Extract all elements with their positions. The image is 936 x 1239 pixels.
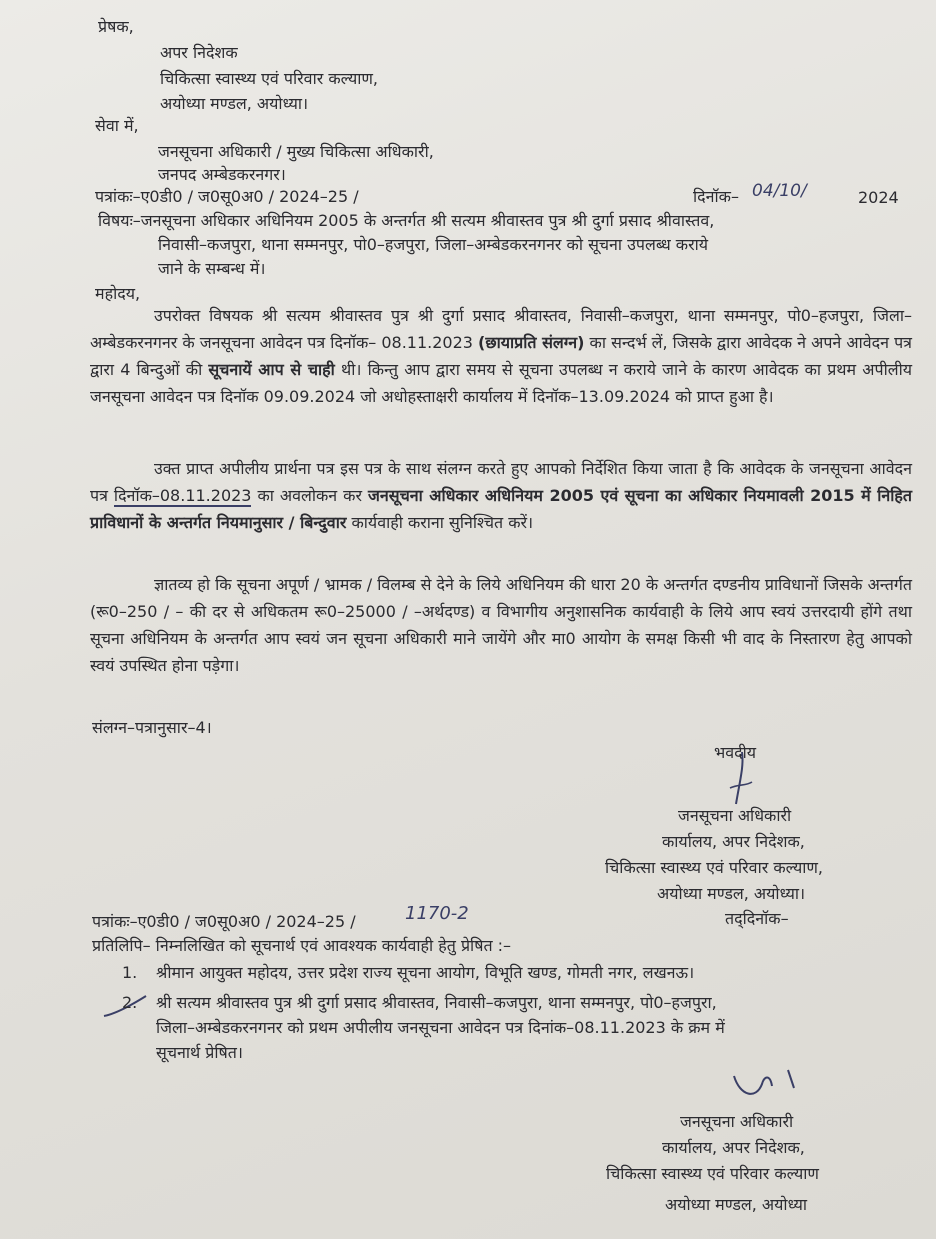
copy-item-text: श्रीमान आयुक्त महोदय, उत्तर प्रदेश राज्य सूचना आयोग, विभूति खण्ड, गोमती नगर, लखनऊ। xyxy=(156,963,695,982)
salutation: महोदय, xyxy=(95,284,141,303)
copy-item-number: 2. xyxy=(122,993,138,1012)
signature-mark xyxy=(722,748,762,808)
subject-line: जाने के सम्बन्ध में। xyxy=(158,259,266,278)
paragraph-3: ज्ञातव्य हो कि सूचना अपूर्ण / भ्रामक / विलम्ब से देने के लिये अधिनियम की धारा 20 के अन्तर्गत दण्डनीय प्राविधानों जिसके अन्तर्गत (रू0–250 / – की दर से अधिकतम रू0–25000 / –अर्थदण्ड) व विभागीय अनुशासनिक कार्यवाही के लिये आप स्वयं उत्तरदायी होंगे तथा सूचना अधिनियम के अन्तर्गत आप स्वयं जन सूचना अधिकारी माने जायेंगे और मा0 आयोग के समक्ष किसी भी वाद के निस्तारण हेतु आपको स्वयं उपस्थित होना पड़ेगा। xyxy=(90,575,912,675)
same-date: तद्‌दिनॉक– xyxy=(725,909,789,928)
signature-1-line: अयोध्या मण्डल, अयोध्या। xyxy=(657,884,806,903)
copy-letter-number-handwritten: 1170-2 xyxy=(405,903,469,924)
subject-line: निवासी–कजपुरा, थाना सम्मनपुर, पो0–हजपुरा, जिला–अम्बेडकरनगनर को सूचना उपलब्ध कराये xyxy=(158,235,709,254)
copy-intro: प्रतिलिपि– निम्नलिखित को सूचनार्थ एवं आवश्यक कार्यवाही हेतु प्रेषित :– xyxy=(92,936,512,955)
sender-label: प्रेषक, xyxy=(98,17,134,36)
recipient-label: सेवा में, xyxy=(95,116,139,135)
copy-letter-number: पत्रांकः–ए0डी0 / ज0सू0अ0 / 2024–25 / xyxy=(92,912,356,931)
copy-item-line: जिला–अम्बेडकरनगनर को प्रथम अपीलीय जनसूचना आवेदन पत्र दिनांक–08.11.2023 के क्रम में xyxy=(156,1018,725,1037)
para2-text: का अवलोकन कर xyxy=(251,486,369,505)
closing: भवदीय xyxy=(714,743,757,762)
para2-underlined-date: दिनॉक–08.11.2023 xyxy=(113,486,252,505)
copy-item-line: सूचनार्थ प्रेषित। xyxy=(156,1043,243,1062)
copy-item-number: 1. xyxy=(122,963,138,982)
para1-text: का सन्दर्भ लें, जिसके द्वारा आवेदक ने अपने आवेदन पत्र द्वारा 4 बिन्दुओं की xyxy=(90,333,913,379)
signature-1-line: चिकित्सा स्वास्थ्य एवं परिवार कल्याण, xyxy=(605,858,824,877)
date-handwritten: 04/10/ xyxy=(752,181,807,201)
letter-number: पत्रांकः–ए0डी0 / ज0सू0अ0 / 2024–25 / xyxy=(95,187,359,206)
recipient-line: जनसूचना अधिकारी / मुख्य चिकित्सा अधिकारी, xyxy=(158,142,434,161)
copy-item-line: श्री सत्यम श्रीवास्तव पुत्र श्री दुर्गा प्रसाद श्रीवास्तव, निवासी–कजपुरा, थाना सम्मनपुर, पो0–हजपुरा, xyxy=(156,993,717,1012)
date-year: 2024 xyxy=(858,188,899,207)
sender-line: अपर निदेशक xyxy=(160,43,238,62)
enclosure-note: संलग्न–पत्रानुसार–4। xyxy=(92,718,212,737)
signature-mark xyxy=(728,1066,808,1106)
signature-2-line: जनसूचना अधिकारी xyxy=(680,1112,794,1131)
sender-line: अयोध्या मण्डल, अयोध्या। xyxy=(160,94,309,113)
signature-2-line: कार्यालय, अपर निदेशक, xyxy=(662,1138,805,1157)
para1-text: उपरोक्त विषयक श्री सत्यम श्रीवास्तव पुत्र श्री दुर्गा प्रसाद श्रीवास्तव, निवासी–कजपुरा, थाना सम्मनपुर, पो0–हजपुरा, जिला–अम्बेडकरनगनर के जनसूचना आवेदन पत्र दिनॉक– 08.11.2023 xyxy=(90,306,912,352)
para1-bold: (छायाप्रति संलग्न) xyxy=(478,333,585,352)
recipient-line: जनपद अम्बेडकरनगर। xyxy=(158,165,286,184)
subject-line: विषयः–जनसूचना अधिकार अधिनियम 2005 के अन्तर्गत श्री सत्यम श्रीवास्तव पुत्र श्री दुर्गा प्रसाद श्रीवास्तव, xyxy=(98,211,715,230)
para2-text: कार्यवाही कराना सुनिश्चित करें। xyxy=(346,513,534,532)
signature-2-line: चिकित्सा स्वास्थ्य एवं परिवार कल्याण xyxy=(606,1164,819,1183)
signature-1-line: कार्यालय, अपर निदेशक, xyxy=(662,832,805,851)
para1-text: थी। किन्तु आप द्वारा समय से सूचना उपलब्ध न कराये जाने के कारण आवेदक का प्रथम अपीलीय जनसूचना आवेदन पत्र दिनॉक 09.09.2024 जो अधोहस्ताक्षरी कार्यालय में दिनॉक–13.09.2024 को प्राप्त हुआ है। xyxy=(90,360,912,406)
sender-line: चिकित्सा स्वास्थ्य एवं परिवार कल्याण, xyxy=(160,69,379,88)
paragraph-1 xyxy=(90,302,912,410)
date-label: दिनॉक– xyxy=(693,187,739,206)
signature-2-line: अयोध्या मण्डल, अयोध्या xyxy=(665,1195,808,1214)
para1-bold: सूचनायें आप से चाही xyxy=(208,360,335,379)
paragraph-2 xyxy=(90,455,912,536)
signature-1-line: जनसूचना अधिकारी xyxy=(678,806,792,825)
para2-bold: जनसूचना अधिकार अधिनियम 2005 एवं सूचना का अधिकार नियमावली 2015 में निहित प्राविधानों के अन्तर्गत नियमानुसार / बिन्दुवार xyxy=(90,486,912,532)
para2-text: उक्त प्राप्त अपीलीय प्रार्थना पत्र इस पत्र के साथ संलग्न करते हुए आपको निर्देशित किया जाता है कि आवेदक के जनसूचना आवेदन पत्र xyxy=(90,459,912,505)
